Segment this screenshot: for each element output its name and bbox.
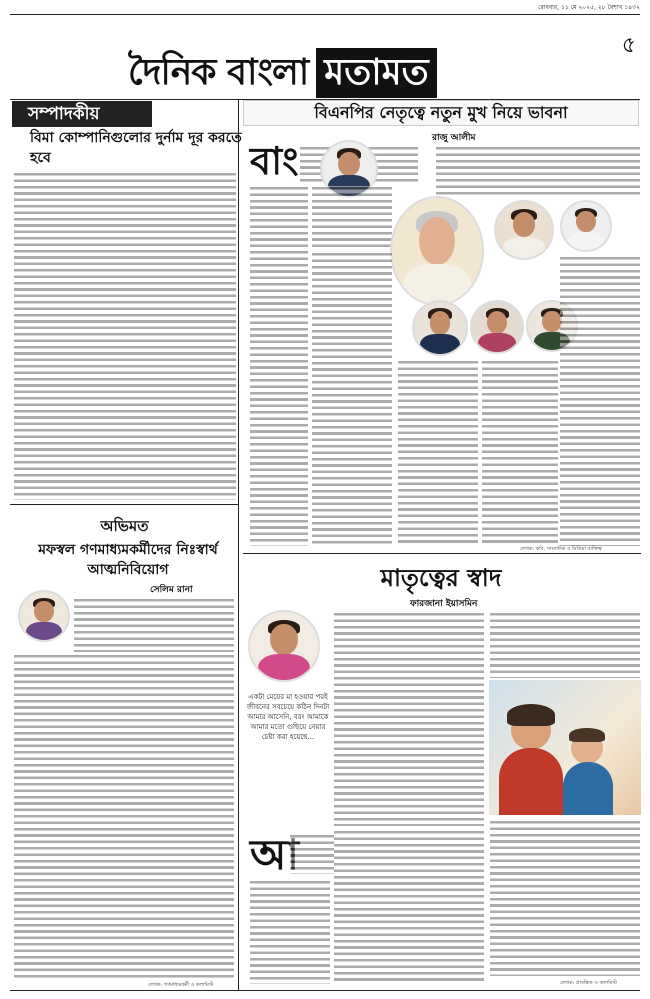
lead-text-col5 — [560, 256, 640, 546]
feature-text-col3a — [490, 612, 640, 678]
masthead-title: দৈনিক বাংলা — [128, 52, 309, 93]
editorial-divider — [10, 504, 238, 505]
feature-dropcap: আ — [250, 830, 299, 879]
lead-text-col2a — [312, 186, 392, 250]
feature-headline: মাতৃত্বের স্বাদ — [380, 564, 502, 592]
lead-headline: বিএনপির নেতৃত্বে নতুন মুখ নিয়ে ভাবনা — [243, 100, 639, 126]
column-divider — [238, 100, 239, 990]
lead-text-col3 — [398, 360, 478, 546]
opinion-text-intro — [74, 598, 234, 652]
opinion-body — [14, 654, 234, 980]
leader-photo-1 — [390, 196, 484, 306]
leader-photo-3 — [560, 200, 612, 252]
masthead — [128, 40, 437, 98]
page-number: ৫ — [621, 33, 636, 58]
mother-child-illustration — [489, 680, 641, 815]
date-line: রোববার, ১১ মে ২০২৫, ২৮ বৈশাখ ১৪৩২ — [538, 4, 640, 11]
section-title: মতামত — [316, 48, 436, 98]
lead-credit: লেখক: কবি, সাংবাদিক ও মিডিয়া ব্যক্তিত্ব — [520, 546, 602, 552]
editorial-headline: বিমা কোম্পানিগুলোর দুর্নাম দূর করতে হবে — [30, 130, 242, 166]
bottom-rule — [10, 990, 640, 991]
feature-text-dropcap — [290, 834, 334, 874]
opinion-author-photo — [18, 590, 70, 642]
opinion-byline: সেলিম রানা — [150, 585, 193, 595]
opinion-credit: লেখক: গণমাধ্যমকর্মী ও কলামিস্ট — [148, 982, 214, 988]
lead-text-col4 — [482, 360, 558, 546]
lead-text-col1 — [250, 186, 308, 546]
leader-photo-5 — [470, 300, 524, 354]
feature-byline: ফারজানা ইয়াসমিন — [410, 599, 478, 609]
pull-quote: একটা মেয়ের মা হওয়ার পরই জীবনের সবচেয়ে কঠিন দিনটা আমার আসেনি, বরং আমাকে আমার মতো গুছিয়ে নেয়ার চেষ্টা করা হয়েছে... — [246, 693, 330, 741]
top-rule — [10, 14, 640, 15]
feature-text-col2b — [334, 830, 484, 984]
editorial-body — [14, 172, 236, 500]
feature-author-photo — [248, 610, 320, 682]
leader-photo-4 — [412, 300, 468, 356]
feature-text-col1 — [250, 880, 330, 984]
lead-dropcap: বাং — [250, 139, 299, 183]
leader-photo-2 — [494, 200, 554, 260]
lead-text-col2 — [312, 252, 392, 546]
opinion-headline: মফস্বল গণমাধ্যমকর্মীদের নিঃস্বার্থ আত্মনিবিয়োগ — [38, 542, 218, 578]
editorial-label: সম্পাদকীয় — [12, 101, 152, 127]
feature-credit: লেখক: প্রাবন্ধিক ও কলামিস্ট — [560, 980, 617, 986]
opinion-label: অভিমত — [100, 517, 149, 535]
feature-text-col2 — [334, 612, 484, 826]
lead-text-top — [436, 146, 640, 198]
feature-text-col3b — [490, 820, 640, 976]
lead-byline: রাজু আলীম — [432, 133, 476, 143]
